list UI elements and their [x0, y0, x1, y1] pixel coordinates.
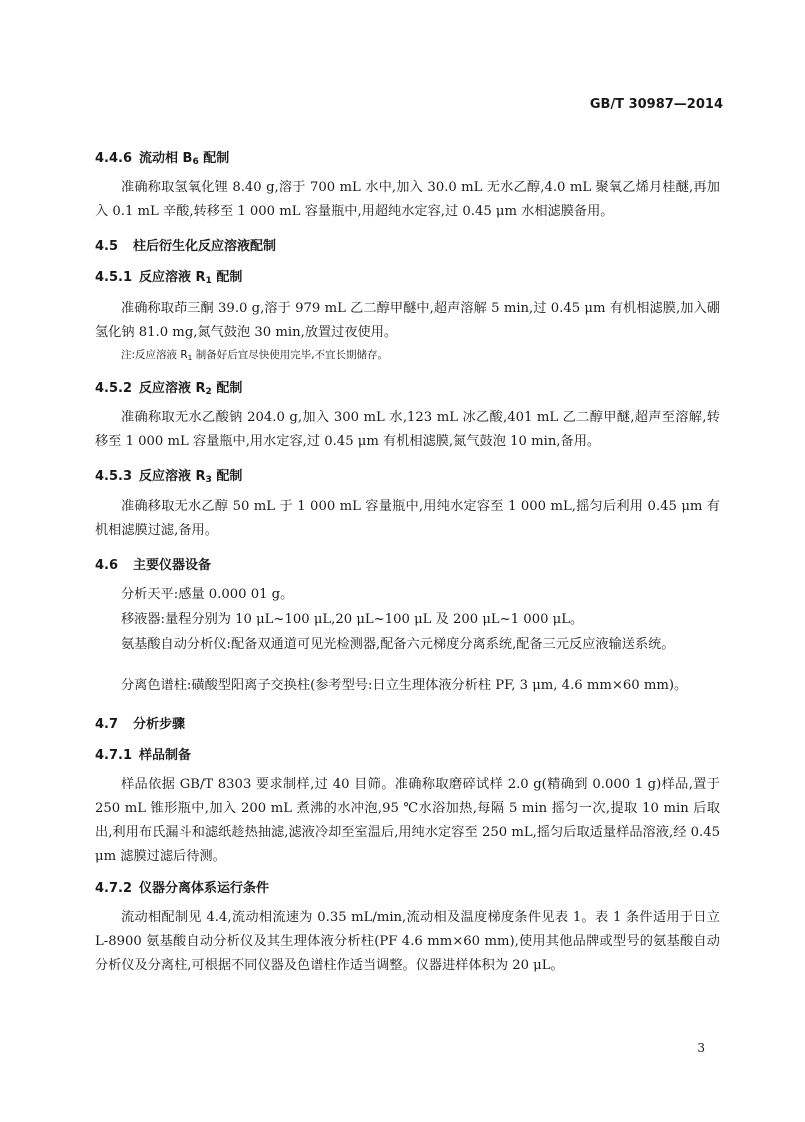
section-title: 柱后衍生化反应溶液配制	[133, 239, 277, 254]
paragraph-4-7-2: 流动相配制见 4.4,流动相流速为 0.35 mL/min,流动相及温度梯度条件见表 1。表 1 条件适用于日立 L-8900 氨基酸自动分析仪及其生理体液分析柱(PF 4.6 mm×60 mm),使用其他品牌或型号的氨基酸自动分析仪及分离柱,可根据不同仪器及色谱柱作适当调整。仪器进样体积为 20 μL。	[95, 910, 720, 973]
paragraph-4-5-2: 准确称取无水乙酸钠 204.0 g,加入 300 mL 水,123 mL 冰乙酸,401 mL 乙二醇甲醚,超声至溶解,转移至 1 000 mL 容量瓶中,用水定容,过 0.45 μm 有机相滤膜,氮气鼓泡 10 min,备用。	[95, 410, 720, 449]
equipment-item-column: 分离色谱柱:磺酸型阳离子交换柱(参考型号:日立生理体液分析柱 PF, 3 μm, 4.6 mm×60 mm)。	[121, 678, 688, 693]
section-title: 反应溶液 $R_2$ 配制	[139, 381, 243, 397]
section-number: 4.5.2	[95, 381, 133, 396]
note-4-5-1: 注:反应溶液 $R_1$ 制备好后宜尽快使用完毕,不宜长期储存。	[121, 349, 389, 362]
paragraph-4-7-1: 样品依据 GB/T 8303 要求制样,过 40 目筛。准确称取磨碎试样 2.0 g(精确到 0.000 1 g)样品,置于 250 mL 锥形瓶中,加入 200 mL 煮沸的水冲泡,95 ℃水浴加热,每隔 5 min 摇匀一次,提取 10 min 后取出,利用布氏漏斗和滤纸趁热抽滤,滤液冷却至室温后,用纯水定容至 250 mL,摇匀后取适量样品溶液,经 0.45 μm 滤膜过滤后待测。	[95, 777, 720, 864]
section-number: 4.5.3	[95, 469, 133, 484]
section-title: 样品制备	[139, 748, 192, 763]
section-number: 4.7.1	[95, 748, 133, 763]
page-number: 3	[697, 1041, 705, 1055]
heading-4-4-6	[95, 147, 229, 166]
section-number: 4.5	[95, 239, 119, 254]
heading-4-5	[95, 235, 276, 254]
section-title: 主要仪器设备	[133, 558, 212, 573]
section-number: 4.6	[95, 558, 119, 573]
paragraph-4-5-3: 准确移取无水乙醇 50 mL 于 1 000 mL 容量瓶中,用纯水定容至 1 000 mL,摇匀后利用 0.45 μm 有机相滤膜过滤,备用。	[95, 499, 720, 538]
standard-number: GB/T 30987—2014	[589, 97, 723, 112]
heading-4-7-2	[95, 877, 269, 896]
section-number: 4.7	[95, 717, 119, 732]
heading-4-5-2	[95, 377, 242, 396]
section-title: 仪器分离体系运行条件	[139, 881, 270, 896]
section-number: 4.7.2	[95, 881, 133, 896]
section-number: 4.4.6	[95, 151, 133, 166]
equipment-item-balance: 分析天平:感量 0.000 01 g。	[121, 587, 294, 602]
section-title: 反应溶液 $R_1$ 配制	[139, 270, 243, 286]
paragraph-4-4-6: 准确称取氢氧化锂 8.40 g,溶于 700 mL 水中,加入 30.0 mL 无水乙醇,4.0 mL 聚氧乙烯月桂醚,再加入 0.1 mL 辛酸,转移至 1 000 mL 容量瓶中,用超纯水定容,过 0.45 μm 水相滤膜备用。	[95, 180, 720, 219]
heading-4-7	[95, 713, 185, 732]
equipment-item-pipette: 移液器:量程分别为 10 μL~100 μL,20 μL~100 μL 及 200 μL~1 000 μL。	[121, 612, 584, 627]
equipment-item-analyzer: 氨基酸自动分析仪:配备双通道可见光检测器,配备六元梯度分离系统,配备三元反应液输送系统。	[121, 637, 675, 652]
heading-4-5-3	[95, 465, 242, 484]
section-title: 反应溶液 $R_3$ 配制	[139, 469, 243, 485]
section-title: 分析步骤	[133, 717, 186, 732]
heading-4-5-1	[95, 266, 242, 285]
section-title: 流动相 $B_6$ 配制	[139, 151, 230, 167]
heading-4-7-1	[95, 744, 191, 763]
section-number: 4.5.1	[95, 270, 133, 285]
paragraph-4-5-1: 准确称取茚三酮 39.0 g,溶于 979 mL 乙二醇甲醚中,超声溶解 5 min,过 0.45 μm 有机相滤膜,加入硼氢化钠 81.0 mg,氮气鼓泡 30 min,放置过夜使用。	[95, 301, 720, 340]
heading-4-6	[95, 554, 211, 573]
